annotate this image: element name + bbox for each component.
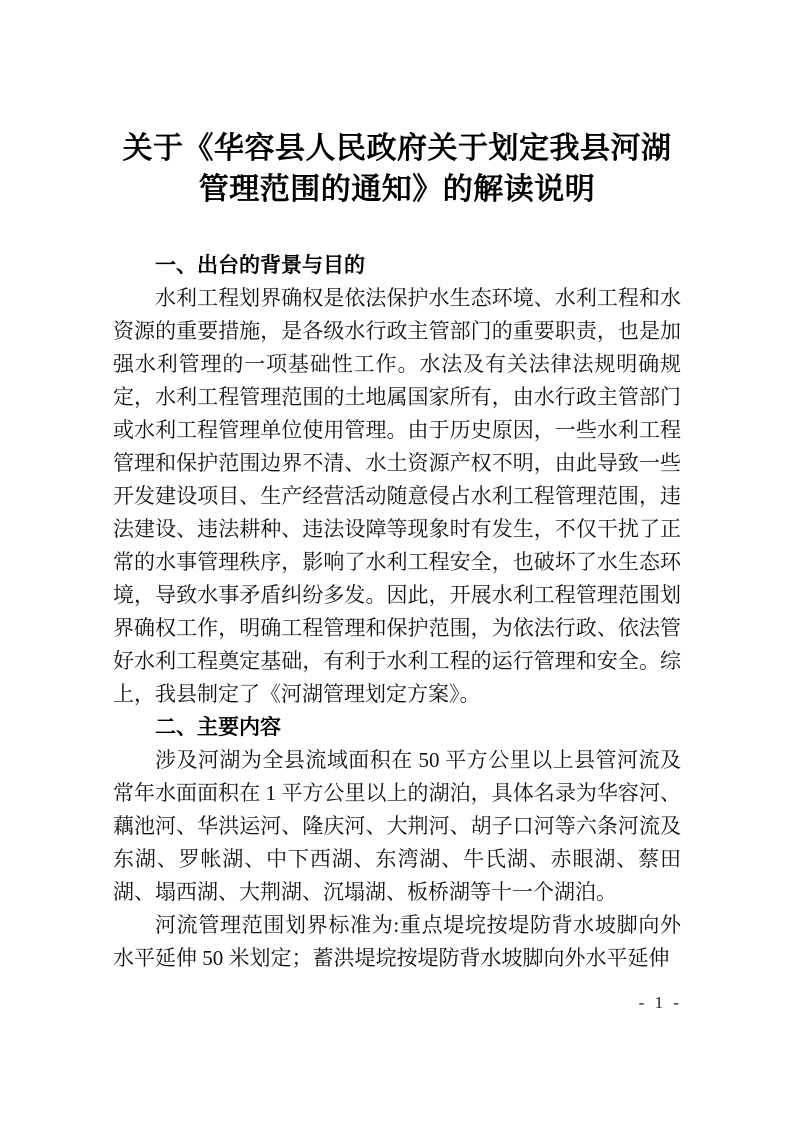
- section-heading-background-purpose: 一、出台的背景与目的: [155, 254, 365, 277]
- paragraph-background-purpose: 水利工程划界确权是依法保护水生态环境、水利工程和水资源的重要措施，是各级水行政主管部门的重要职责，也是加强水利管理的一项基础性工作。水法及有关法律法规明确规定，水利工程管理范围的土地属国家所有，由水行政主管部门或水利工程管理单位使用管理。由于历史原因，一些水利工程管理和保护范围边界不清、水土资源产权不明，由此导致一些开发建设项目、生产经营活动随意侵占水利工程管理范围，违法建设、违法耕种、违法设障等现象时有发生，不仅干扰了正常的水事管理秩序，影响了水利工程安全，也破坏了水生态环境，导致水事矛盾纠纷多发。因此，开展水利工程管理范围划界确权工作，明确工程管理和保护范围，为依法行政、依法管好水利工程奠定基础，有利于水利工程的运行管理和安全。综上，我县制定了《河湖管理划定方案》。: [113, 286, 681, 706]
- document-title-line-2: 管理范围的通知》的解读说明: [198, 173, 596, 206]
- document-title: [57, 128, 737, 210]
- paragraph-delimitation-standard: 河流管理范围划界标准为:重点堤垸按堤防背水坡脚向外水平延伸 50 米划定；蓄洪堤垸按堤防背水坡脚向外水平延伸: [113, 913, 681, 970]
- paragraph-rivers-lakes-list: 涉及河湖为全县流域面积在 50 平方公里以上县管河流及常年水面面积在 1 平方公里以上的湖泊，具体名录为华容河、藕池河、华洪运河、隆庆河、大荆河、胡子口河等六条河流及东湖、罗帐湖、中下西湖、东湾湖、牛氏湖、赤眼湖、蔡田湖、塌西湖、大荆湖、沉塌湖、板桥湖等十一个湖泊。: [113, 748, 681, 904]
- page-number: - 1 -: [638, 993, 682, 1012]
- section-heading-main-content: 二、主要内容: [155, 716, 281, 739]
- document-body: [113, 249, 681, 975]
- document-title-line-1: 关于《华容县人民政府关于划定我县河湖: [122, 132, 672, 165]
